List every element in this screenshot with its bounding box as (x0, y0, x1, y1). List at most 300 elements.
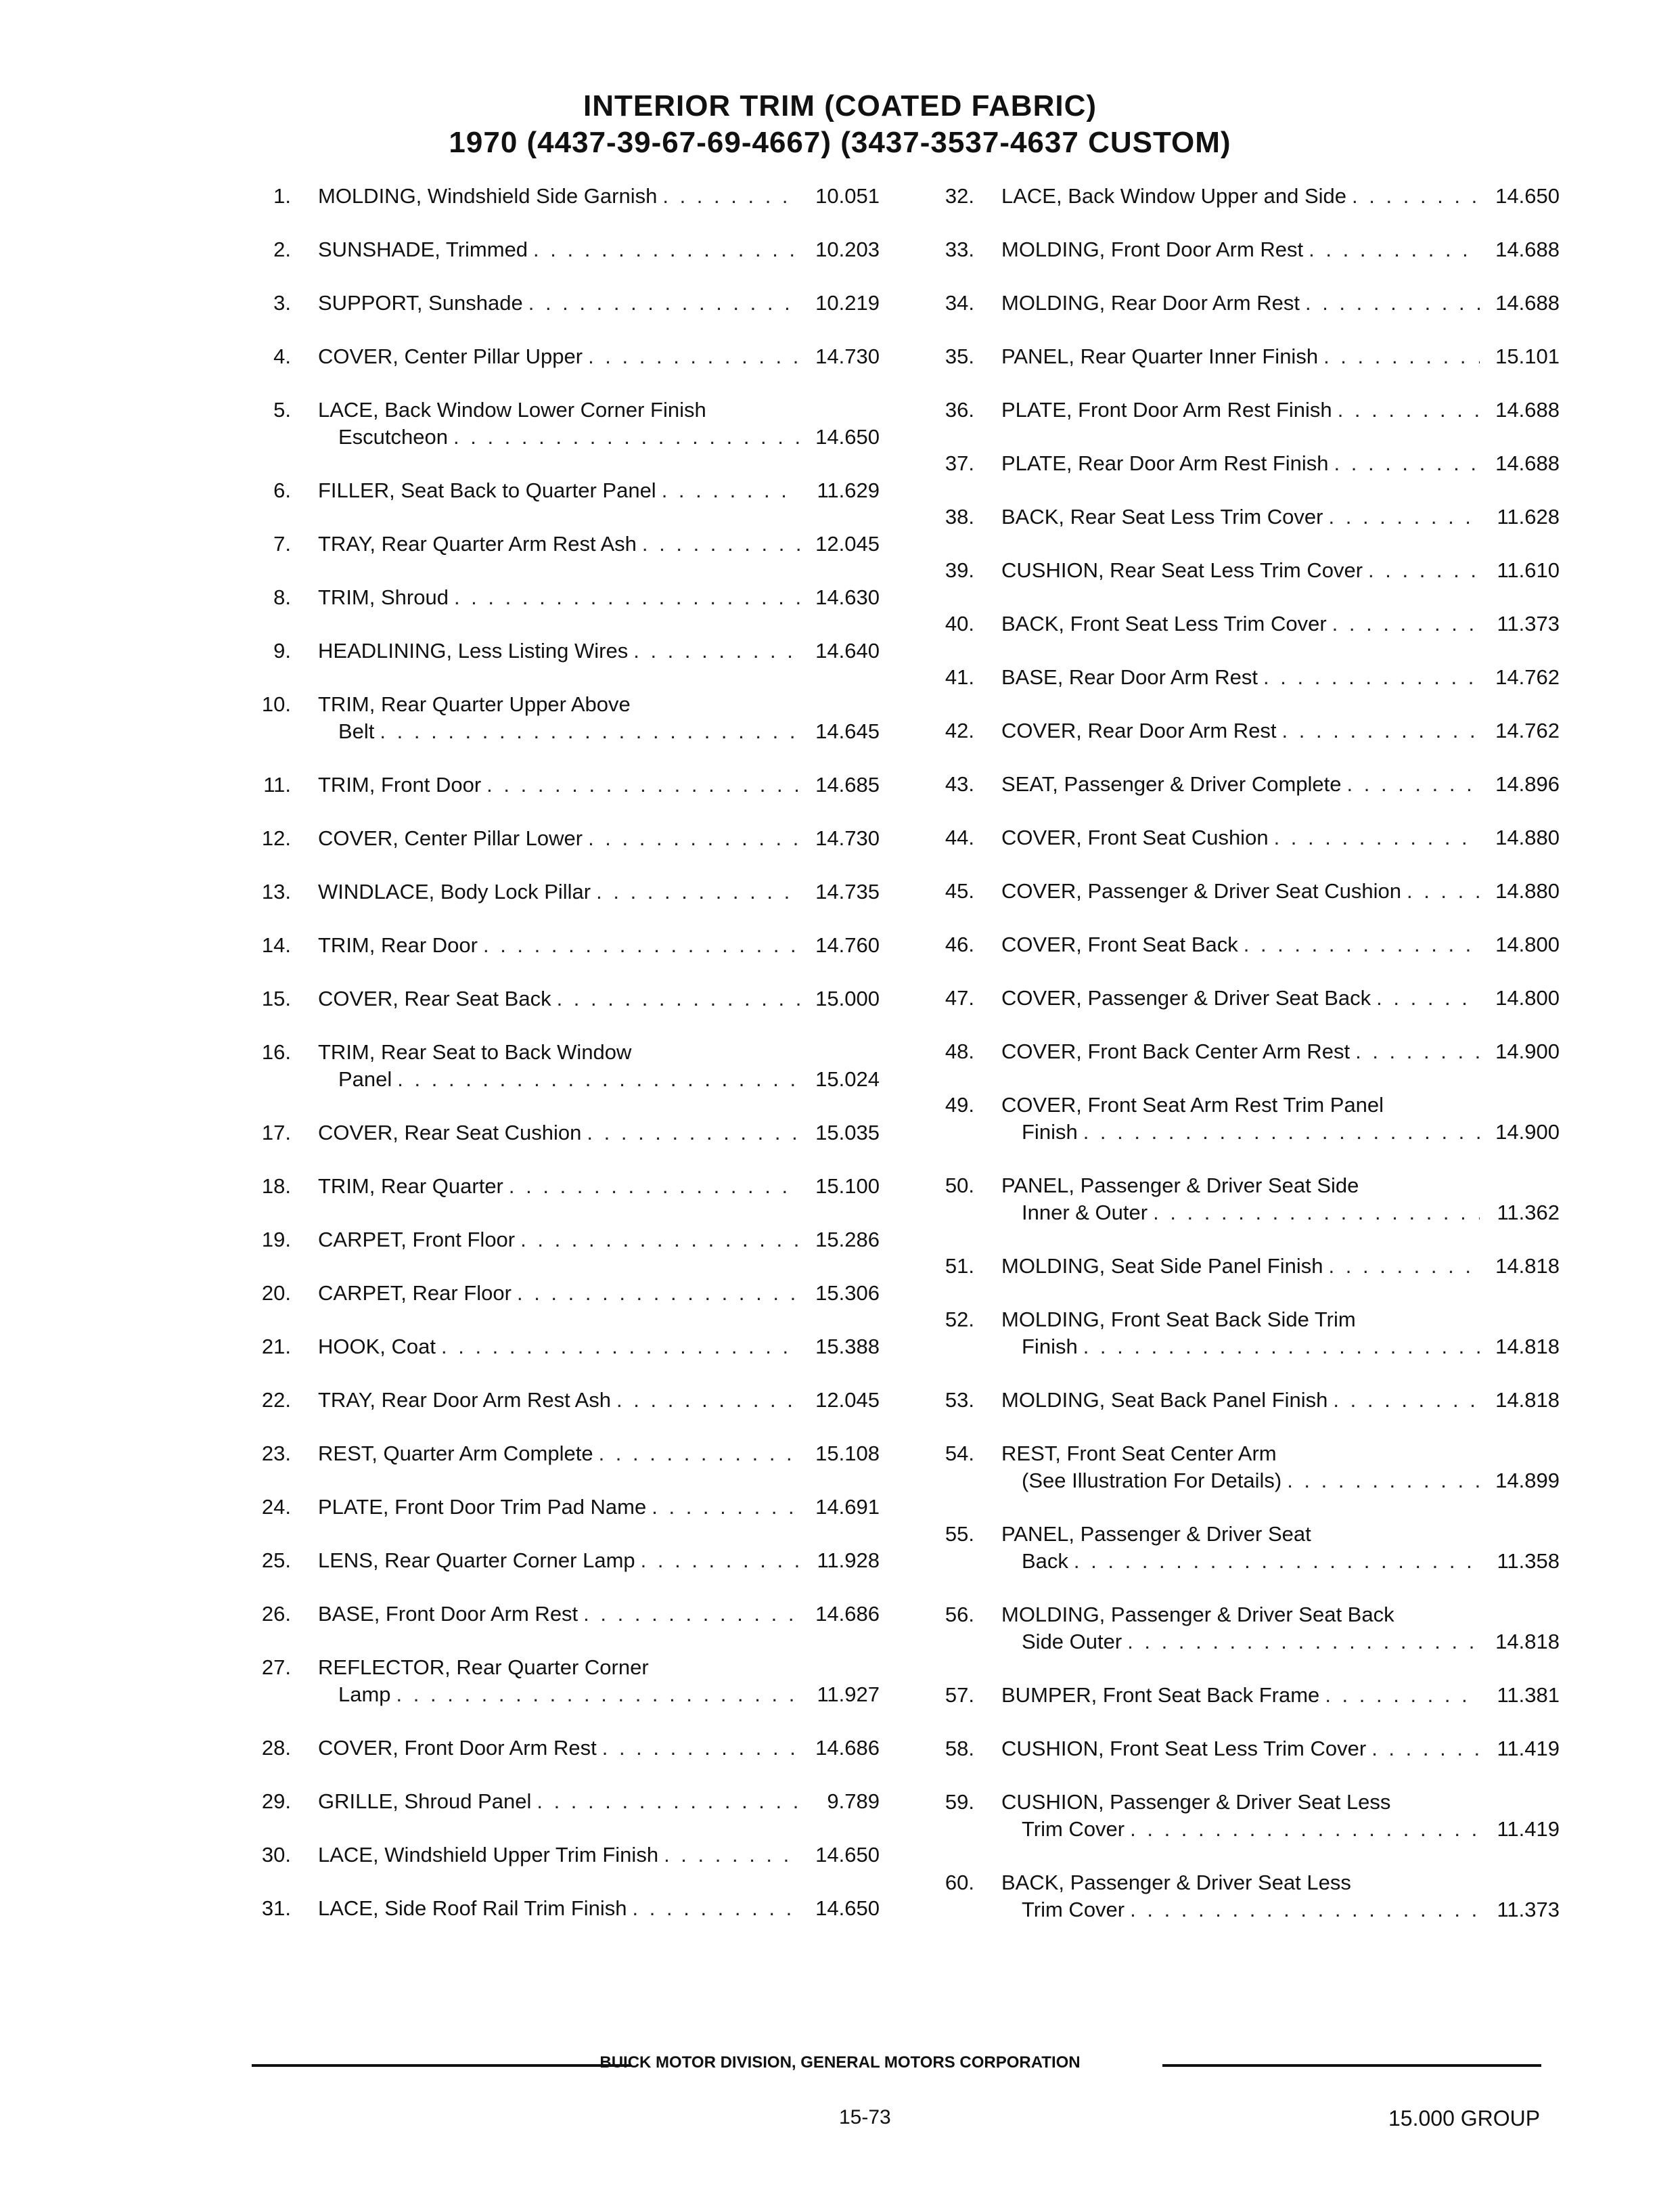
part-entry (244, 1494, 880, 1521)
part-group-number: 14.686 (815, 1736, 880, 1760)
part-name-text: Trim Cover (1022, 1817, 1125, 1841)
part-group-number: 14.685 (815, 773, 880, 797)
part-description (1001, 1306, 1560, 1360)
part-number: 51. (945, 1254, 974, 1278)
part-name-text: PANEL, Rear Quarter Inner Finish (1001, 344, 1319, 368)
part-entry (927, 1601, 1560, 1655)
part-description (1001, 1789, 1560, 1843)
part-entry (927, 343, 1560, 370)
part-number: 28. (261, 1736, 291, 1760)
part-description (318, 531, 880, 558)
part-number: 30. (261, 1843, 291, 1867)
part-name-text: CUSHION, Front Seat Less Trim Cover (1001, 1737, 1367, 1760)
dot-leader (528, 290, 800, 317)
part-name-text: PLATE, Front Door Trim Pad Name (318, 1495, 647, 1519)
part-entry (927, 1735, 1560, 1762)
dot-leader (642, 531, 800, 558)
part-description (1001, 1387, 1560, 1414)
part-description (318, 1333, 880, 1360)
part-entry (927, 985, 1560, 1012)
part-entry (244, 1333, 880, 1360)
part-description (1001, 610, 1560, 638)
part-number: 33. (945, 238, 974, 261)
part-entry (244, 1226, 880, 1253)
part-description (318, 1119, 880, 1146)
part-entry (244, 1387, 880, 1414)
group-label: 15.000 GROUP (1388, 2106, 1541, 2130)
part-name-text: BASE, Rear Door Arm Rest (1001, 665, 1258, 689)
part-name-text: BASE, Front Door Arm Rest (318, 1602, 578, 1626)
part-description (318, 932, 880, 959)
part-number: 21. (261, 1335, 291, 1358)
dot-leader (533, 236, 800, 263)
part-number: 55. (945, 1522, 974, 1546)
part-entry (244, 290, 880, 317)
dot-leader (1368, 557, 1480, 584)
part-name-text: LENS, Rear Quarter Corner Lamp (318, 1548, 635, 1572)
part-description (1001, 1440, 1560, 1494)
part-number: 3. (273, 291, 291, 315)
dot-leader (1347, 771, 1480, 798)
part-description (318, 1440, 880, 1467)
part-group-number: 11.381 (1497, 1683, 1560, 1707)
part-entry (927, 1306, 1560, 1360)
part-entry (927, 1682, 1560, 1709)
part-group-number: 11.419 (1497, 1817, 1560, 1841)
dot-leader (587, 1119, 800, 1146)
dot-leader (520, 1226, 800, 1253)
part-description (1001, 1521, 1560, 1575)
part-entry (244, 932, 880, 959)
part-name-text: MOLDING, Windshield Side Garnish (318, 184, 658, 208)
part-entry (927, 824, 1560, 851)
dot-leader (1074, 1548, 1480, 1575)
part-number: 4. (273, 344, 291, 368)
dot-leader (616, 1387, 800, 1414)
dot-leader (1323, 343, 1480, 370)
dot-leader (1329, 504, 1480, 531)
part-number: 1. (273, 184, 291, 208)
part-number: 15. (261, 987, 291, 1010)
part-name-text: Escutcheon (338, 425, 448, 449)
part-name-text: CUSHION, Passenger & Driver Seat Less (1001, 1790, 1391, 1814)
part-group-number: 14.640 (815, 639, 880, 663)
part-entry (244, 825, 880, 852)
part-name-text: COVER, Passenger & Driver Seat Back (1001, 986, 1371, 1010)
part-entry (927, 450, 1560, 477)
part-name-text: PANEL, Passenger & Driver Seat (1001, 1522, 1311, 1546)
part-description (1001, 1092, 1560, 1146)
part-description (318, 1841, 880, 1869)
part-number: 31. (261, 1896, 291, 1920)
part-name-text: WINDLACE, Body Lock Pillar (318, 880, 591, 903)
part-entry (244, 1547, 880, 1574)
part-description (1001, 1869, 1560, 1923)
dot-leader (1352, 183, 1480, 210)
dot-leader (397, 1066, 800, 1093)
part-entry (244, 1735, 880, 1762)
part-entry (927, 1038, 1560, 1065)
dot-leader (1287, 1467, 1480, 1494)
part-name-text: PANEL, Passenger & Driver Seat Side (1001, 1174, 1359, 1197)
part-name-text: COVER, Rear Door Arm Rest (1001, 719, 1277, 742)
part-name-text: TRAY, Rear Quarter Arm Rest Ash (318, 532, 637, 556)
part-name-text: COVER, Front Seat Back (1001, 933, 1238, 956)
part-number: 44. (945, 826, 974, 849)
part-entry (927, 664, 1560, 691)
part-number: 27. (261, 1655, 291, 1679)
part-name-text: GRILLE, Shroud Panel (318, 1789, 532, 1813)
part-name-text: REST, Front Seat Center Arm (1001, 1442, 1277, 1465)
dot-leader (1332, 610, 1480, 638)
part-name-text: Trim Cover (1022, 1898, 1125, 1921)
part-number: 49. (945, 1093, 974, 1117)
part-name-text: SUPPORT, Sunshade (318, 291, 523, 315)
part-name-text: HOOK, Coat (318, 1335, 436, 1358)
part-group-number: 14.650 (1495, 184, 1560, 208)
part-group-number: 11.373 (1497, 612, 1560, 635)
dot-leader (1371, 1735, 1480, 1762)
part-name-text: PLATE, Rear Door Arm Rest Finish (1001, 451, 1329, 475)
part-description (318, 772, 880, 799)
part-description (318, 825, 880, 852)
part-group-number: 14.730 (815, 826, 880, 850)
part-description (1001, 1682, 1560, 1709)
part-group-number: 14.630 (815, 585, 880, 609)
part-number: 41. (945, 665, 974, 689)
part-name-text: TRIM, Rear Seat to Back Window (318, 1040, 632, 1064)
part-entry (927, 771, 1560, 798)
part-description (318, 1895, 880, 1922)
part-group-number: 14.688 (1495, 291, 1560, 315)
part-number: 39. (945, 558, 974, 582)
part-entry (927, 1387, 1560, 1414)
part-number: 9. (273, 639, 291, 663)
part-name-text: COVER, Center Pillar Upper (318, 344, 583, 368)
part-number: 13. (261, 880, 291, 903)
part-group-number: 14.691 (815, 1495, 880, 1519)
page-number: 15-73 (839, 2106, 891, 2128)
part-name-text: LACE, Back Window Lower Corner Finish (318, 398, 706, 422)
part-number: 43. (945, 772, 974, 796)
part-description (1001, 1253, 1560, 1280)
part-number: 6. (273, 478, 291, 502)
part-description (318, 236, 880, 263)
part-description (1001, 290, 1560, 317)
dot-leader (396, 1681, 800, 1708)
dot-leader (633, 638, 800, 665)
dot-leader (517, 1280, 800, 1307)
part-description (318, 691, 880, 745)
part-name-text: SUNSHADE, Trimmed (318, 238, 528, 261)
dot-leader (662, 183, 800, 210)
part-name-text: BACK, Front Seat Less Trim Cover (1001, 612, 1327, 635)
part-description (1001, 771, 1560, 798)
dot-leader (1282, 717, 1480, 744)
part-name-text: BACK, Passenger & Driver Seat Less (1001, 1871, 1351, 1894)
dot-leader (662, 477, 800, 504)
part-group-number: 11.629 (817, 478, 880, 502)
part-name-text: Side Outer (1022, 1630, 1122, 1653)
part-group-number: 14.650 (815, 1843, 880, 1867)
part-number: 46. (945, 933, 974, 956)
part-description (318, 584, 880, 611)
dot-leader (537, 1788, 800, 1815)
part-name-text: COVER, Rear Seat Cushion (318, 1121, 582, 1144)
dot-leader (1153, 1199, 1480, 1226)
part-description (318, 397, 880, 451)
part-number: 2. (273, 238, 291, 261)
part-number: 50. (945, 1174, 974, 1197)
part-group-number: 11.610 (1497, 558, 1560, 582)
part-description (1001, 1038, 1560, 1065)
part-number: 17. (261, 1121, 291, 1144)
part-name-text: COVER, Passenger & Driver Seat Cushion (1001, 879, 1401, 903)
part-number: 48. (945, 1040, 974, 1063)
dot-leader (641, 1547, 800, 1574)
part-group-number: 14.762 (1495, 665, 1560, 689)
part-entry (244, 691, 880, 745)
dot-leader (1127, 1628, 1480, 1655)
part-number: 14. (261, 933, 291, 957)
part-group-number: 12.045 (815, 532, 880, 556)
part-group-number: 14.686 (815, 1602, 880, 1626)
part-group-number: 14.900 (1495, 1120, 1560, 1144)
dot-leader (1263, 664, 1480, 691)
part-description (1001, 1735, 1560, 1762)
page-subtitle: 1970 (4437-39-67-69-4667) (3437-3537-4637 CUSTOM) (449, 126, 1231, 159)
part-entry (244, 1440, 880, 1467)
part-name-text: CUSHION, Rear Seat Less Trim Cover (1001, 558, 1363, 582)
part-entry (927, 610, 1560, 638)
part-number: 24. (261, 1495, 291, 1519)
part-name-text: BACK, Rear Seat Less Trim Cover (1001, 505, 1323, 529)
dot-leader (1325, 1682, 1480, 1709)
part-name-text: MOLDING, Front Seat Back Side Trim (1001, 1308, 1356, 1331)
part-number: 22. (261, 1388, 291, 1412)
part-group-number: 11.358 (1497, 1549, 1560, 1573)
part-group-number: 15.000 (815, 987, 880, 1010)
dot-leader (1329, 1253, 1480, 1280)
part-number: 12. (261, 826, 291, 850)
part-name-text: LACE, Back Window Upper and Side (1001, 184, 1347, 208)
part-number: 32. (945, 184, 974, 208)
footer-rule-right (1162, 2064, 1541, 2067)
part-group-number: 15.286 (815, 1228, 880, 1251)
part-number: 60. (945, 1871, 974, 1894)
part-entry (927, 931, 1560, 958)
part-description (318, 878, 880, 906)
part-number: 29. (261, 1789, 291, 1813)
part-number: 18. (261, 1174, 291, 1198)
part-description (1001, 824, 1560, 851)
dot-leader (652, 1494, 800, 1521)
part-description (1001, 183, 1560, 210)
part-group-number: 14.688 (1495, 398, 1560, 422)
part-entry (244, 638, 880, 665)
part-name-text: COVER, Front Door Arm Rest (318, 1736, 597, 1760)
part-number: 36. (945, 398, 974, 422)
dot-leader (1083, 1333, 1480, 1360)
part-number: 34. (945, 291, 974, 315)
part-entry (927, 1869, 1560, 1923)
part-name-text: Back (1022, 1549, 1068, 1573)
part-group-number: 9.789 (827, 1789, 880, 1813)
part-entry (927, 1253, 1560, 1280)
dot-leader (588, 825, 800, 852)
part-group-number: 14.650 (815, 1896, 880, 1920)
dot-leader (583, 1601, 800, 1628)
part-number: 20. (261, 1281, 291, 1305)
dot-leader (1130, 1816, 1480, 1843)
part-description (318, 1039, 880, 1093)
part-number: 8. (273, 585, 291, 609)
part-description (1001, 931, 1560, 958)
part-description (318, 290, 880, 317)
part-entry (927, 557, 1560, 584)
dot-leader (486, 772, 800, 799)
part-group-number: 15.108 (815, 1442, 880, 1465)
part-description (318, 1601, 880, 1628)
part-description (318, 1494, 880, 1521)
part-name-text: CARPET, Rear Floor (318, 1281, 512, 1305)
part-entry (244, 985, 880, 1012)
part-description (318, 183, 880, 210)
part-group-number: 14.818 (1495, 1388, 1560, 1412)
part-group-number: 15.306 (815, 1281, 880, 1305)
part-description (318, 1280, 880, 1307)
part-number: 52. (945, 1308, 974, 1331)
part-number: 38. (945, 505, 974, 529)
part-group-number: 14.730 (815, 344, 880, 368)
part-number: 59. (945, 1790, 974, 1814)
part-name-text: COVER, Center Pillar Lower (318, 826, 583, 850)
part-name-text: FILLER, Seat Back to Quarter Panel (318, 478, 656, 502)
part-group-number: 14.899 (1495, 1469, 1560, 1492)
part-entry (927, 1789, 1560, 1843)
part-description (318, 1654, 880, 1708)
part-group-number: 10.203 (815, 238, 880, 261)
part-name-text: TRIM, Front Door (318, 773, 482, 797)
part-number: 5. (273, 398, 291, 422)
part-description (318, 985, 880, 1012)
part-group-number: 15.388 (815, 1335, 880, 1358)
part-group-number: 14.818 (1495, 1630, 1560, 1653)
part-entry (244, 878, 880, 906)
dot-leader (664, 1841, 800, 1869)
part-number: 40. (945, 612, 974, 635)
dot-leader (509, 1173, 800, 1200)
part-group-number: 12.045 (815, 1388, 880, 1412)
part-number: 35. (945, 344, 974, 368)
part-entry (927, 236, 1560, 263)
part-name-text: MOLDING, Passenger & Driver Seat Back (1001, 1603, 1394, 1626)
part-entry (244, 584, 880, 611)
part-group-number: 14.880 (1495, 879, 1560, 903)
part-name-text: COVER, Rear Seat Back (318, 987, 551, 1010)
part-name-text: TRIM, Rear Door (318, 933, 478, 957)
dot-leader (1355, 1038, 1480, 1065)
part-group-number: 15.035 (815, 1121, 880, 1144)
dot-leader (1309, 236, 1480, 263)
part-name-text: REFLECTOR, Rear Quarter Corner (318, 1655, 649, 1679)
part-group-number: 10.219 (815, 291, 880, 315)
dot-leader (602, 1735, 800, 1762)
part-description (1001, 236, 1560, 263)
part-description (318, 1387, 880, 1414)
part-group-number: 14.688 (1495, 451, 1560, 475)
dot-leader (1333, 1387, 1480, 1414)
part-number: 47. (945, 986, 974, 1010)
part-entry (244, 397, 880, 451)
part-group-number: 11.362 (1497, 1201, 1560, 1224)
part-name-text: Lamp (338, 1682, 391, 1706)
dot-leader (588, 343, 800, 370)
part-entry (244, 183, 880, 210)
part-entry (244, 236, 880, 263)
part-number: 23. (261, 1442, 291, 1465)
dot-leader (1130, 1896, 1480, 1923)
part-number: 37. (945, 451, 974, 475)
part-number: 56. (945, 1603, 974, 1626)
part-name-text: CARPET, Front Floor (318, 1228, 516, 1251)
part-group-number: 14.760 (815, 933, 880, 957)
part-group-number: 14.900 (1495, 1040, 1560, 1063)
part-group-number: 15.101 (1495, 344, 1560, 368)
part-entry (244, 772, 880, 799)
part-name-text: Finish (1022, 1120, 1078, 1144)
part-name-text: MOLDING, Front Door Arm Rest (1001, 238, 1304, 261)
part-name-text: TRIM, Rear Quarter Upper Above (318, 692, 631, 716)
part-name-text: TRAY, Rear Door Arm Rest Ash (318, 1388, 612, 1412)
dot-leader (380, 718, 800, 745)
dot-leader (441, 1333, 800, 1360)
part-number: 25. (261, 1548, 291, 1572)
part-description (1001, 1601, 1560, 1655)
dot-leader (633, 1895, 800, 1922)
dot-leader (1338, 397, 1480, 424)
part-entry (244, 477, 880, 504)
part-number: 54. (945, 1442, 974, 1465)
dot-leader (483, 932, 800, 959)
part-entry (927, 1092, 1560, 1146)
part-entry (927, 290, 1560, 317)
part-entry (244, 1841, 880, 1869)
part-group-number: 11.927 (817, 1682, 880, 1706)
part-number: 42. (945, 719, 974, 742)
footer-division: BUICK MOTOR DIVISION, GENERAL MOTORS CORPORATION (599, 2053, 1081, 2072)
part-description (318, 1735, 880, 1762)
part-name-text: COVER, Front Back Center Arm Rest (1001, 1040, 1350, 1063)
part-entry (244, 1788, 880, 1815)
part-description (318, 343, 880, 370)
part-entry (244, 1280, 880, 1307)
part-description (1001, 878, 1560, 905)
part-entry (927, 397, 1560, 424)
dot-leader (1305, 290, 1480, 317)
part-description (1001, 343, 1560, 370)
part-entry (244, 1119, 880, 1146)
dot-leader (454, 584, 800, 611)
part-number: 45. (945, 879, 974, 903)
part-entry (927, 183, 1560, 210)
dot-leader (1083, 1119, 1480, 1146)
part-number: 57. (945, 1683, 974, 1707)
part-name-text: SEAT, Passenger & Driver Complete (1001, 772, 1342, 796)
part-description (1001, 717, 1560, 744)
part-group-number: 14.800 (1495, 986, 1560, 1010)
part-description (1001, 397, 1560, 424)
